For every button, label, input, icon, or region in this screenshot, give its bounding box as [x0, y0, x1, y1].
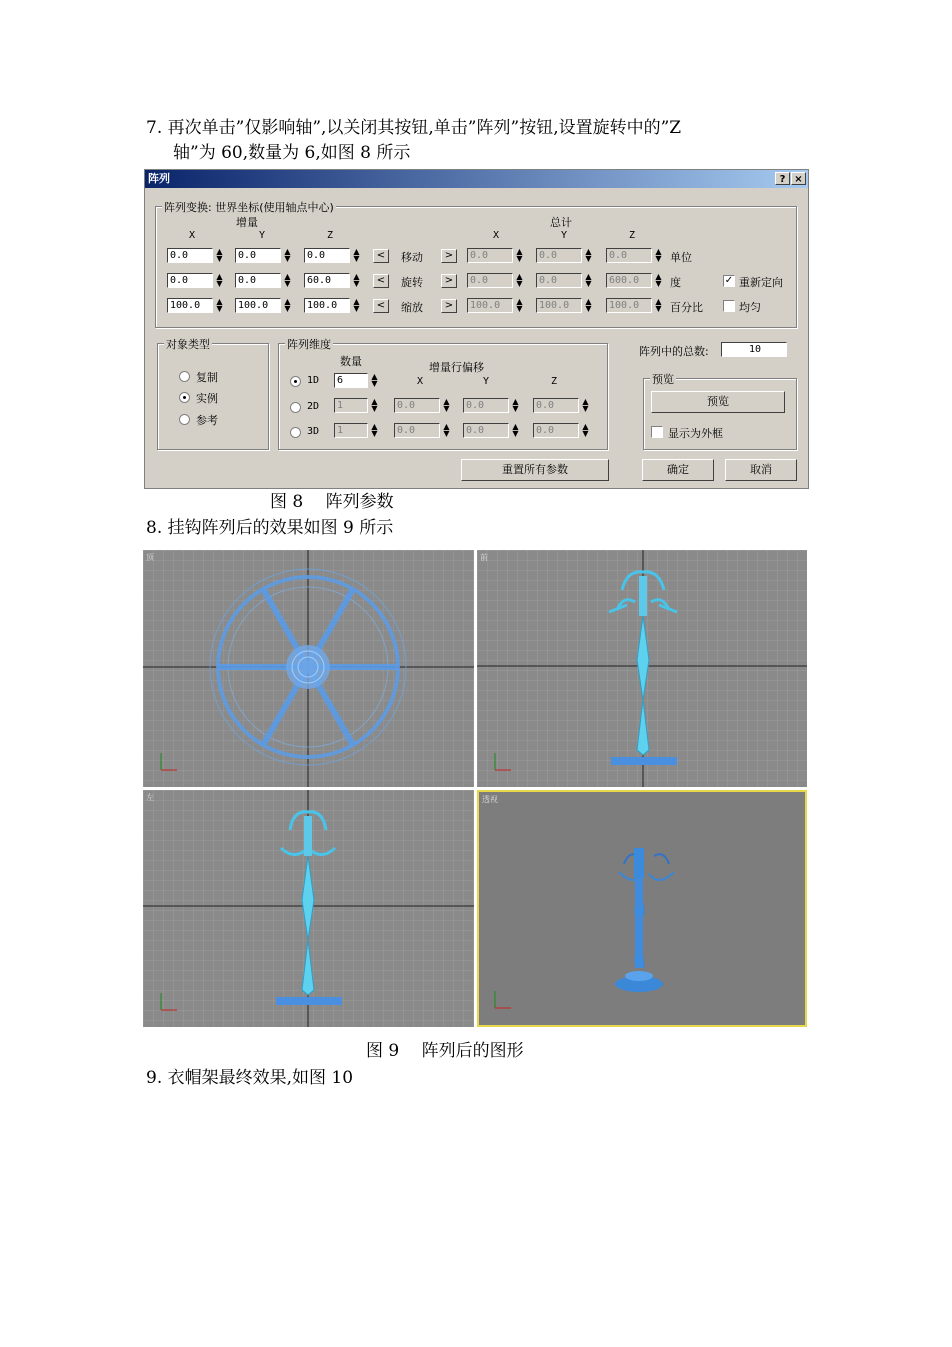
- left-viewport-label: 左: [146, 793, 154, 802]
- scale-inc-x[interactable]: 100.0 ▲ ▼: [167, 298, 227, 313]
- scale-left-arrow-button[interactable]: <: [373, 299, 389, 313]
- scale-unit: 百分比: [670, 301, 703, 314]
- rotate-right-arrow-button[interactable]: >: [441, 274, 457, 288]
- move-inc-z[interactable]: 0.0 ▲ ▼: [304, 248, 364, 263]
- dim-3d-offset-z[interactable]: 0.0 ▲ ▼: [533, 423, 593, 438]
- instance-radio[interactable]: [179, 392, 190, 403]
- cancel-button[interactable]: 取消: [725, 459, 797, 481]
- total-in-array-label: 阵列中的总数:: [639, 345, 709, 358]
- offset-axis-y: Y: [483, 376, 490, 387]
- dim-2d-offset-y[interactable]: 0.0 ▲ ▼: [463, 398, 523, 413]
- scale-tot-z[interactable]: 100.0 ▲ ▼: [606, 298, 666, 313]
- step7-line1: 7. 再次单击”仅影响轴”,以关闭其按钮,单击”阵列”按钮,设置旋转中的”Z: [146, 118, 682, 138]
- instance-label: 实例: [196, 392, 218, 405]
- move-left-arrow-button[interactable]: <: [373, 249, 389, 263]
- scale-inc-y[interactable]: 100.0 ▲ ▼: [235, 298, 295, 313]
- total-in-array-field: 10: [721, 342, 787, 357]
- move-tot-z[interactable]: 0.0 ▲ ▼: [606, 248, 666, 263]
- dim-3d-offset-y[interactable]: 0.0 ▲ ▼: [463, 423, 523, 438]
- rotate-inc-y[interactable]: 0.0 ▲ ▼: [235, 273, 295, 288]
- rotate-tot-x[interactable]: 0.0 ▲ ▼: [467, 273, 527, 288]
- show-as-box-label: 显示为外框: [668, 427, 723, 440]
- offset-axis-x: X: [417, 376, 424, 387]
- figure8-caption: 图 8 阵列参数: [270, 492, 394, 512]
- front-viewport-label: 前: [480, 553, 488, 562]
- front-viewport-render: [477, 550, 807, 787]
- dim-2d-radio[interactable]: [290, 402, 301, 413]
- inc-axis-y: Y: [259, 230, 266, 241]
- total-header: 总计: [550, 216, 572, 229]
- inc-axis-x: X: [189, 230, 196, 241]
- close-button[interactable]: ×: [791, 172, 806, 185]
- scale-tot-y[interactable]: 100.0 ▲ ▼: [536, 298, 596, 313]
- increment-header: 增量: [236, 216, 258, 229]
- move-inc-x[interactable]: 0.0 ▲ ▼: [167, 248, 227, 263]
- perspective-viewport[interactable]: [477, 790, 807, 1027]
- dim-3d-label: 3D: [307, 426, 320, 437]
- preview-group-label: 预览: [652, 373, 674, 386]
- dim-2d-offset-x[interactable]: 0.0 ▲ ▼: [394, 398, 454, 413]
- uniform-label: 均匀: [739, 301, 761, 314]
- top-viewport[interactable]: [143, 550, 474, 787]
- dialog-title: 阵列: [148, 172, 170, 185]
- perspective-viewport-render: [479, 792, 805, 1025]
- scale-inc-z[interactable]: 100.0 ▲ ▼: [304, 298, 364, 313]
- move-tot-x[interactable]: 0.0 ▲ ▼: [467, 248, 527, 263]
- reorient-label: 重新定向: [739, 276, 783, 289]
- dim-3d-offset-x[interactable]: 0.0 ▲ ▼: [394, 423, 454, 438]
- perspective-viewport-label: 透视: [482, 795, 498, 804]
- dim-2d-offset-z[interactable]: 0.0 ▲ ▼: [533, 398, 593, 413]
- offset-axis-z: Z: [551, 376, 558, 387]
- left-viewport-render: [143, 790, 474, 1027]
- dim-1d-label: 1D: [307, 375, 320, 386]
- scale-label: 缩放: [401, 301, 423, 314]
- move-tot-y[interactable]: 0.0 ▲ ▼: [536, 248, 596, 263]
- left-viewport[interactable]: [143, 790, 474, 1027]
- move-label: 移动: [401, 251, 423, 264]
- dialog-titlebar: [145, 170, 808, 188]
- offset-header: 增量行偏移: [429, 361, 484, 374]
- rotate-tot-z[interactable]: 600.0 ▲ ▼: [606, 273, 666, 288]
- preview-button[interactable]: 预览: [651, 391, 785, 413]
- tot-axis-x: X: [493, 230, 500, 241]
- front-viewport[interactable]: [477, 550, 807, 787]
- step7-line2: 轴”为 60,数量为 6,如图 8 所示: [173, 143, 411, 163]
- uniform-checkbox[interactable]: [723, 300, 735, 312]
- tot-axis-z: Z: [629, 230, 636, 241]
- reference-label: 参考: [196, 414, 218, 427]
- reference-radio[interactable]: [179, 414, 190, 425]
- copy-radio[interactable]: [179, 371, 190, 382]
- move-right-arrow-button[interactable]: >: [441, 249, 457, 263]
- scale-right-arrow-button[interactable]: >: [441, 299, 457, 313]
- show-as-box-checkbox[interactable]: [651, 426, 663, 438]
- step9-text: 9. 衣帽架最终效果,如图 10: [146, 1068, 354, 1088]
- figure9-caption: 图 9 阵列后的图形: [366, 1041, 524, 1061]
- array-dialog: [144, 169, 809, 489]
- dim-2d-label: 2D: [307, 401, 320, 412]
- top-viewport-render: [143, 550, 474, 787]
- tot-axis-y: Y: [561, 230, 568, 241]
- move-unit: 单位: [670, 251, 692, 264]
- object-type-label: 对象类型: [166, 338, 210, 351]
- reorient-checkbox[interactable]: ✓: [724, 275, 734, 286]
- move-inc-y[interactable]: 0.0 ▲ ▼: [235, 248, 295, 263]
- scale-tot-x[interactable]: 100.0 ▲ ▼: [467, 298, 527, 313]
- reset-all-button[interactable]: 重置所有参数: [461, 459, 609, 481]
- count-header: 数量: [340, 355, 362, 368]
- help-button[interactable]: ?: [775, 172, 790, 185]
- rotate-inc-z[interactable]: 60.0 ▲ ▼: [304, 273, 364, 288]
- dim-1d-radio[interactable]: [290, 376, 301, 387]
- step8-text: 8. 挂钩阵列后的效果如图 9 所示: [146, 518, 394, 538]
- ok-button[interactable]: 确定: [642, 459, 714, 481]
- dim-3d-count[interactable]: 1 ▲ ▼: [334, 423, 382, 438]
- inc-axis-z: Z: [327, 230, 334, 241]
- array-dimensions-label: 阵列维度: [287, 338, 331, 351]
- top-viewport-label: 顶: [146, 553, 154, 562]
- rotate-left-arrow-button[interactable]: <: [373, 274, 389, 288]
- rotate-label: 旋转: [401, 276, 423, 289]
- dim-1d-count[interactable]: 6 ▲ ▼: [334, 373, 382, 388]
- dim-2d-count[interactable]: 1 ▲ ▼: [334, 398, 382, 413]
- dim-3d-radio[interactable]: [290, 427, 301, 438]
- transform-group-label: 阵列变换: 世界坐标(使用轴点中心): [164, 201, 334, 214]
- rotate-unit: 度: [670, 276, 681, 289]
- rotate-tot-y[interactable]: 0.0 ▲ ▼: [536, 273, 596, 288]
- copy-label: 复制: [196, 371, 218, 384]
- rotate-inc-x[interactable]: 0.0 ▲ ▼: [167, 273, 227, 288]
